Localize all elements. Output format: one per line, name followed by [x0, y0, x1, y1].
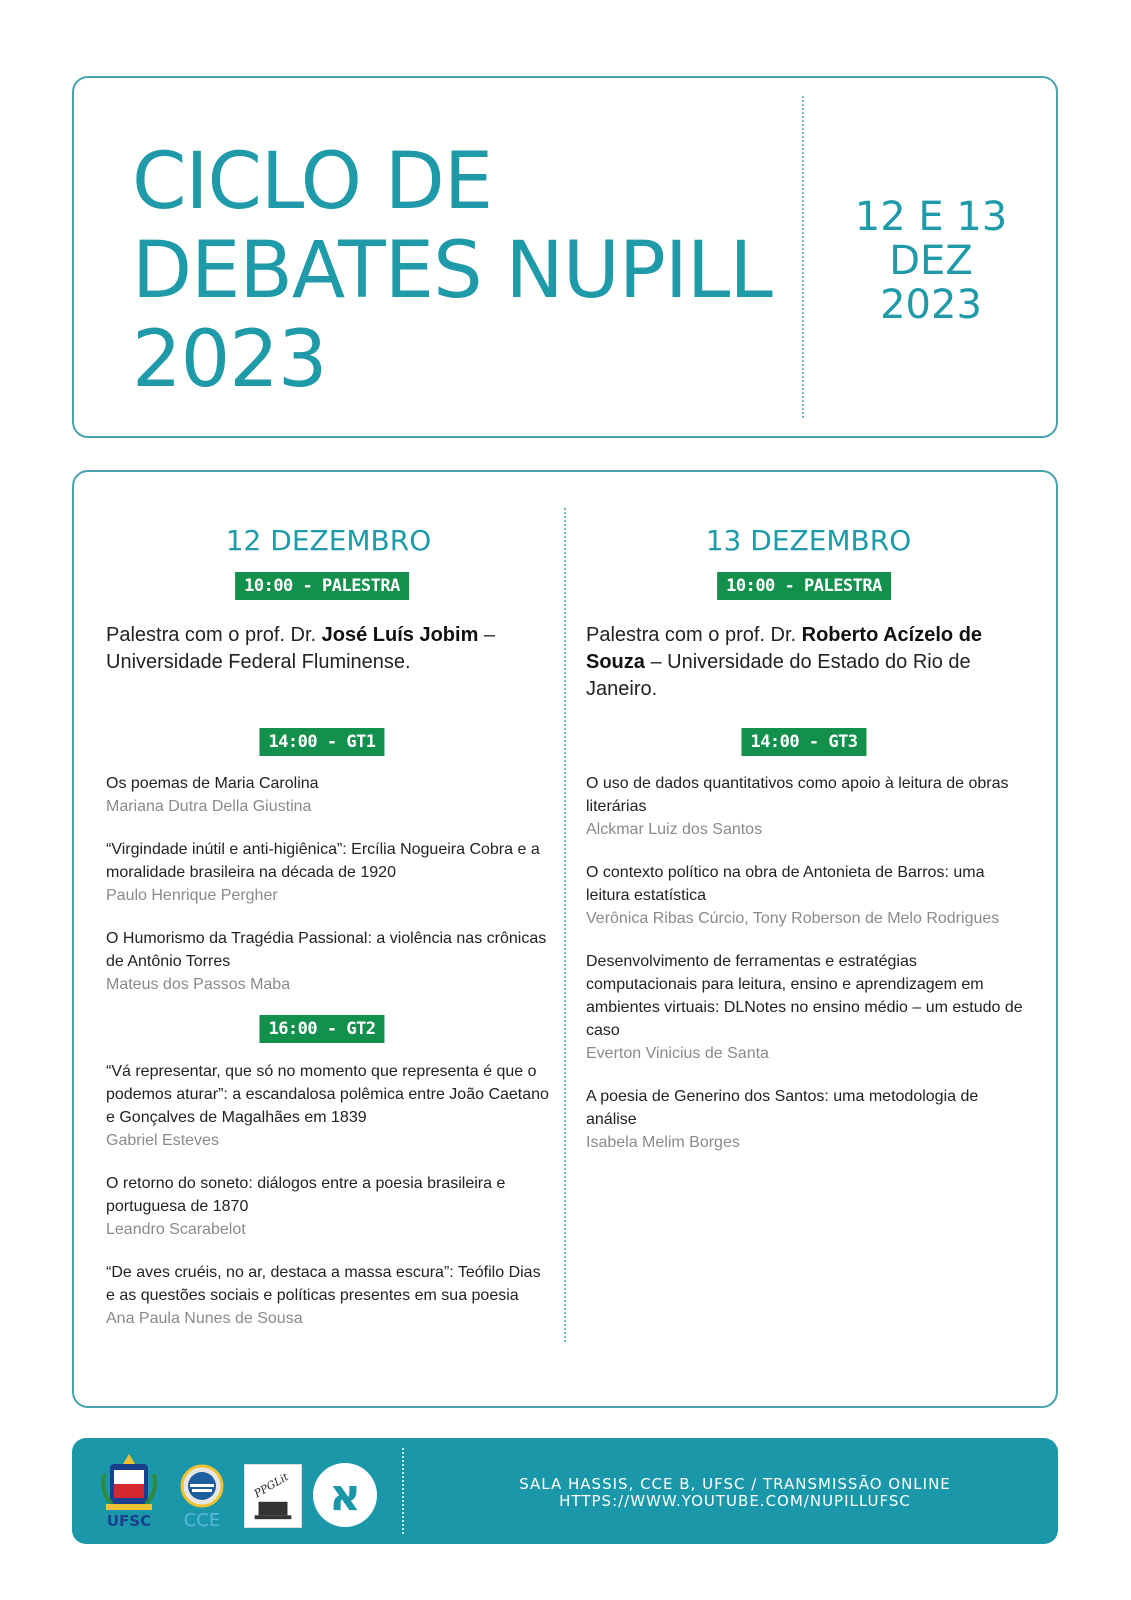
- talk-title: O Humorismo da Tragédia Passional: a violência nas crônicas de Antônio Torres: [106, 930, 547, 970]
- lecture-suffix: – Universidade do Estado do Rio de Janeiro.: [586, 651, 971, 700]
- talk-author: Alckmar Luiz dos Santos: [586, 821, 763, 838]
- lecture-suffix: – Universidade Federal Fluminense.: [106, 624, 496, 673]
- talk-title: Os poemas de Maria Carolina: [106, 775, 319, 792]
- event-title-line-3: 2023: [132, 315, 327, 405]
- lecture-prefix: Palestra com o prof. Dr.: [586, 624, 802, 646]
- ppglit-logo-text: PPGLit: [251, 1470, 291, 1501]
- talk-title: O retorno do soneto: diálogos entre a poesia brasileira e portuguesa de 1870: [106, 1175, 506, 1215]
- time-badge-lecture: 10:00 - PALESTRA: [235, 572, 409, 600]
- day-title: 13 DEZEMBRO: [705, 524, 912, 557]
- aleph-icon: א: [328, 1470, 362, 1521]
- footer-bar: [72, 1438, 1058, 1544]
- lecture-description: [586, 622, 1031, 703]
- cce-logo-text: CCE: [183, 1510, 221, 1530]
- program-box: [72, 470, 1058, 1408]
- ufsc-logo-text: UFSC: [106, 1512, 152, 1530]
- talk-author: Ana Paula Nunes de Sousa: [106, 1310, 303, 1327]
- ppglit-logo: [244, 1464, 302, 1528]
- talk-item: [106, 838, 551, 907]
- talk-author: Mateus dos Passos Maba: [106, 976, 291, 993]
- footer-divider: [402, 1448, 404, 1534]
- talk-item: [106, 1172, 551, 1241]
- time-badge-gt1: 14:00 - GT1: [259, 728, 384, 756]
- time-badge-gt3: 14:00 - GT3: [741, 728, 866, 756]
- nupill-aleph-logo: [312, 1462, 378, 1528]
- talk-title: O contexto político na obra de Antonieta de Barros: uma leitura estatística: [586, 864, 985, 904]
- talk-title: “Vá representar, que só no momento que representa é que o podemos aturar”: a escandalosa polêmica entre João Caetano e Gonçalves de Magalhães em 1839: [106, 1063, 549, 1126]
- cce-logo: [176, 1464, 228, 1530]
- talk-author: Isabela Melim Borges: [586, 1134, 740, 1151]
- ufsc-logo: [100, 1452, 158, 1530]
- lecture-speaker: José Luís Jobim: [321, 624, 479, 646]
- talk-item: [106, 927, 551, 996]
- session-gt1: [106, 772, 551, 1016]
- talk-author: Everton Vinicius de Santa: [586, 1045, 769, 1062]
- talk-item: [106, 1060, 551, 1152]
- column-divider: [564, 508, 566, 1342]
- talk-item: [586, 772, 1031, 841]
- talk-item: [586, 1085, 1031, 1154]
- header-box: [72, 76, 1058, 438]
- event-date-line-2: DEZ: [889, 238, 973, 284]
- session-gt2: [106, 1060, 551, 1350]
- event-date: [820, 195, 1042, 327]
- talk-author: Gabriel Esteves: [106, 1132, 219, 1149]
- talk-title: A poesia de Generino dos Santos: uma metodologia de análise: [586, 1088, 979, 1128]
- footer-info: [412, 1476, 1058, 1510]
- talk-item: [106, 1261, 551, 1330]
- talk-author: Leandro Scarabelot: [106, 1221, 246, 1238]
- day-title: 12 DEZEMBRO: [225, 524, 432, 557]
- venue-text: SALA HASSIS, CCE B, UFSC / TRANSMISSÃO ONLINE: [519, 1475, 951, 1493]
- event-title-line-2: DEBATES NUPILL: [132, 226, 772, 316]
- talk-item: [586, 950, 1031, 1065]
- event-title-line-1: CICLO DE: [132, 137, 493, 227]
- lecture-description: [106, 622, 551, 676]
- talk-title: Desenvolvimento de ferramentas e estratégias computacionais para leitura, ensino e aprendizagem em ambientes virtuais: DLNotes no ensino médio – um estudo de caso: [586, 953, 1023, 1039]
- talk-author: Paulo Henrique Pergher: [106, 887, 278, 904]
- session-gt3: [586, 772, 1031, 1174]
- talk-author: Mariana Dutra Della Giustina: [106, 798, 312, 815]
- time-badge-gt2: 16:00 - GT2: [259, 1015, 384, 1043]
- stream-url-link[interactable]: HTTPS://WWW.YOUTUBE.COM/NUPILLUFSC: [559, 1492, 911, 1510]
- talk-title: O uso de dados quantitativos como apoio à leitura de obras literárias: [586, 775, 1009, 815]
- lecture-prefix: Palestra com o prof. Dr.: [106, 624, 322, 646]
- time-badge-lecture: 10:00 - PALESTRA: [717, 572, 891, 600]
- event-title: [132, 138, 772, 405]
- event-date-line-3: 2023: [880, 282, 982, 328]
- talk-item: [586, 861, 1031, 930]
- talk-item: [106, 772, 551, 818]
- talk-author: Verônica Ribas Cúrcio, Tony Roberson de Melo Rodrigues: [586, 910, 1000, 927]
- talk-title: “Virgindade inútil e anti-higiênica”: Ercília Nogueira Cobra e a moralidade brasileira na década de 1920: [106, 841, 540, 881]
- talk-title: “De aves cruéis, no ar, destaca a massa escura”: Teófilo Dias e as questões sociais e políticas presentes em sua poesia: [106, 1264, 541, 1304]
- lecture-speaker: Roberto Acízelo de Souza: [586, 624, 983, 673]
- event-date-line-1: 12 E 13: [854, 194, 1008, 240]
- header-divider: [802, 96, 804, 418]
